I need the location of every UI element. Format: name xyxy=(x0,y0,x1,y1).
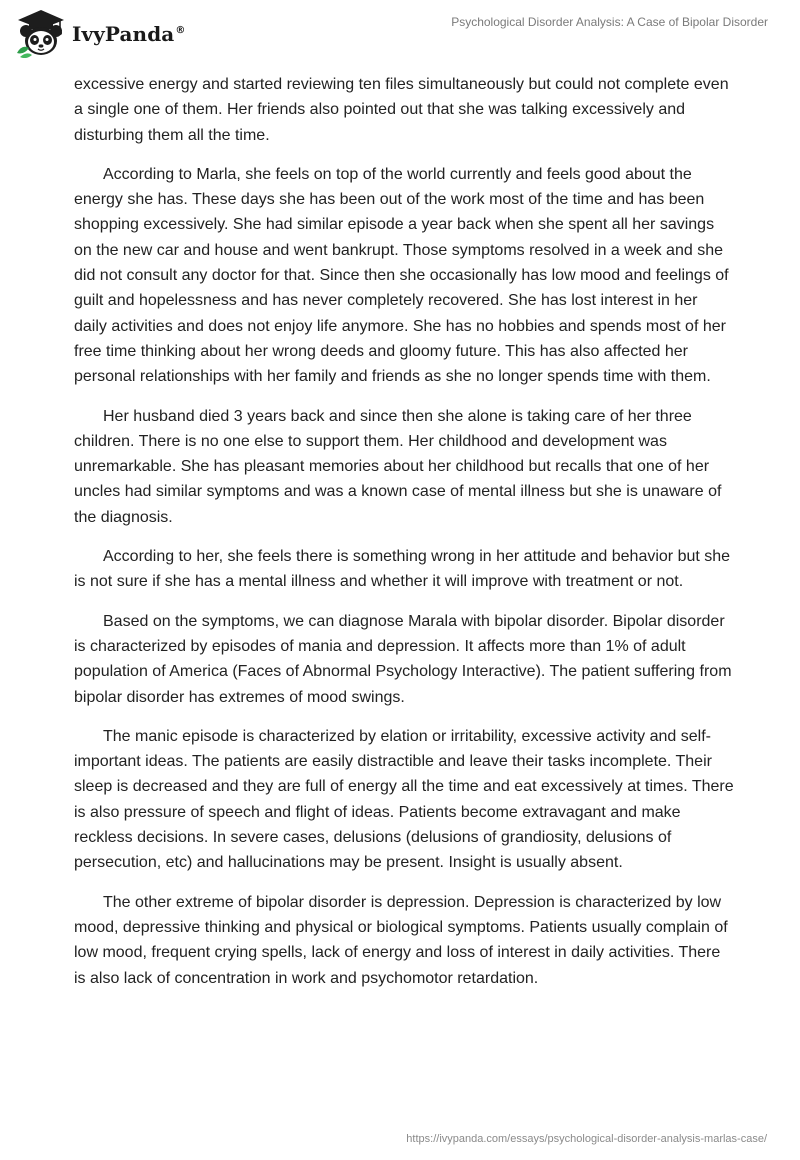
paragraph: The other extreme of bipolar disorder is depression. Depression is characterized by low mood, depressive thinking and physical or biological symptoms. Patients usually complain of low mood, frequent crying spells, lack of energy and loss of interest in daily activities. There is also lack of concentration in work and psychomotor retardation. xyxy=(74,893,728,987)
page-header xyxy=(0,0,800,70)
document-title: Psychological Disorder Analysis: A Case of Bipolar Disorder xyxy=(451,15,768,29)
paragraph: Based on the symptoms, we can diagnose Marala with bipolar disorder. Bipolar disorder is characterized by episodes of mania and depression. It affects more than 1% of adult population of America (Faces of Abnormal Psychology Interactive). The patient suffering from bipolar disorder has extremes of mood swings. xyxy=(74,612,732,706)
paragraph: According to Marla, she feels on top of the world currently and feels good about the energy she has. These days she has been out of the work most of the time and has been shopping excessively. She had similar episode a year back when she spent all her savings on the new car and house and went bankrupt. Those symptoms resolved in a week and she did not consult any doctor for that. Since then she occasionally has low mood and feelings of guilt and hopelessness and has never completely recovered. She has lost interest in her daily activities and does not enjoy life anymore. She has no hobbies and spends most of her free time thinking about her wrong deeds and gloomy future. This has also affected her personal relationships with her family and friends as she no longer spends time with them. xyxy=(74,165,729,386)
paragraph: Her husband died 3 years back and since then she alone is taking care of her three children. There is no one else to support them. Her childhood and development was unremarkable. She has pleasant memories about her childhood but recalls that one of her uncles had similar symptoms and was a known case of mental illness but she is unaware of the diagnosis. xyxy=(74,407,722,526)
source-url[interactable]: https://ivypanda.com/essays/psychological-disorder-analysis-marlas-case/ xyxy=(406,1133,767,1145)
paragraph: The manic episode is characterized by elation or irritability, excessive activity and self-important ideas. The patients are easily distractible and leave their tasks incomplete. Their sleep is decreased and they are full of energy all the time and eat excessively at times. There is also pressure of speech and flight of ideas. Patients become extravagant and make reckless decisions. In severe cases, delusions (delusions of grandiosity, delusions of persecution, etc) and hallucinations may be present. Insight is usually absent. xyxy=(74,727,734,872)
paragraph: According to her, she feels there is something wrong in her attitude and behavior but she is not sure if she has a mental illness and whether it will improve with treatment or not. xyxy=(74,548,731,591)
paragraph: excessive energy and started reviewing ten files simultaneously but could not complete even a single one of them. Her friends also pointed out that she was talking excessively and disturbing them all the time. xyxy=(74,76,729,144)
panda-graduate-icon xyxy=(14,8,68,58)
logo-wordmark: IvyPanda® xyxy=(72,22,186,46)
ivypanda-logo[interactable] xyxy=(14,8,185,58)
essay-body xyxy=(74,72,734,1005)
